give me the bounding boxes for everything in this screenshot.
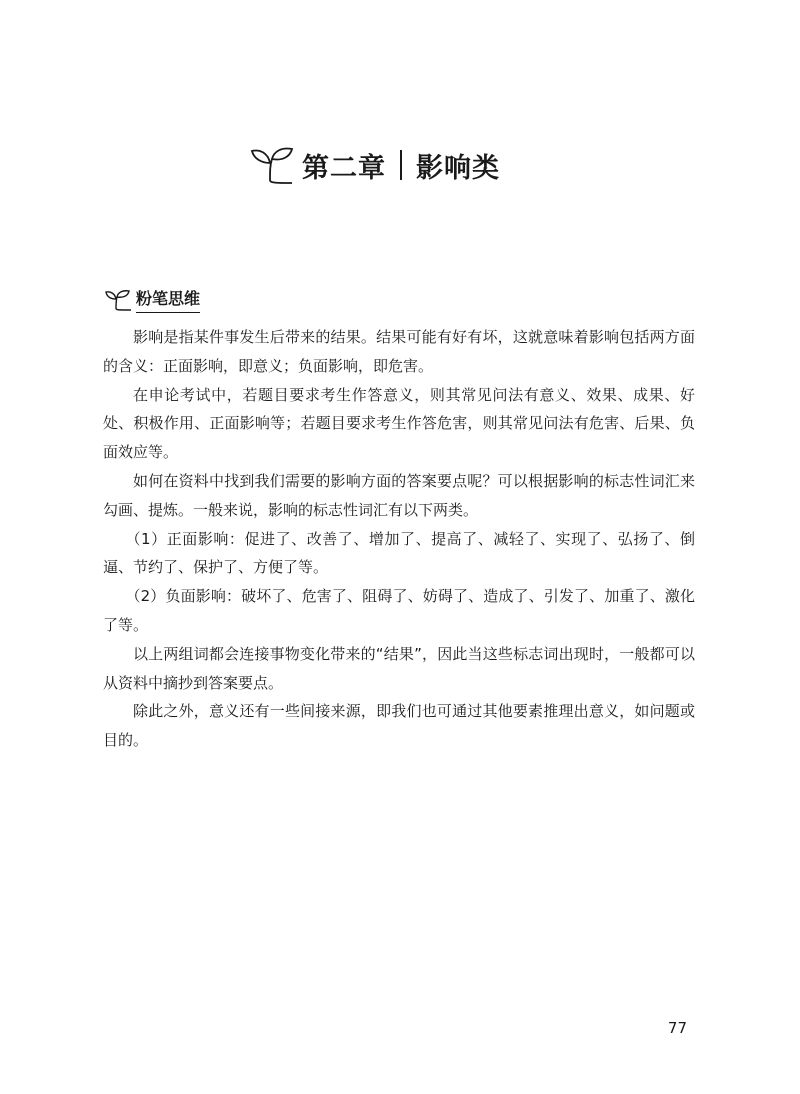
chapter-title: 影响类 <box>416 152 500 184</box>
page-number: 77 <box>667 1019 687 1037</box>
paragraph-list-item: （1）正面影响：促进了、改善了、增加了、提高了、减轻了、实现了、弘扬了、倒逼、节约了、保护了、方便了等。 <box>103 529 695 577</box>
paragraph: 在申论考试中，若题目要求考生作答意义，则其常见问法有意义、效果、成果、好处、积极作用、正面影响等；若题目要求考生作答危害，则其常见问法有危害、后果、负面效应等。 <box>103 385 695 462</box>
paragraph: 如何在资料中找到我们需要的影响方面的答案要点呢？可以根据影响的标志性词汇来勾画、提炼。一般来说，影响的标志性词汇有以下两类。 <box>103 471 695 519</box>
body-text <box>103 323 695 755</box>
chapter-header <box>248 140 500 190</box>
sprout-icon <box>248 141 296 189</box>
section-heading <box>104 286 200 313</box>
paragraph: 以上两组词都会连接事物变化带来的“结果”，因此当这些标志词出现时，一般都可以从资料中摘抄到答案要点。 <box>103 644 695 692</box>
paragraph: 除此之外，意义还有一些间接来源，即我们也可通过其他要素推理出意义，如问题或目的。 <box>103 702 695 750</box>
sprout-icon <box>104 287 132 313</box>
paragraph-list-item: （2）负面影响：破坏了、危害了、阻碍了、妨碍了、造成了、引发了、加重了、激化了等。 <box>103 587 695 634</box>
chapter-number: 第二章 <box>302 152 386 184</box>
header-divider <box>400 150 402 180</box>
section-label: 粉笔思维 <box>136 286 200 313</box>
paragraph: 影响是指某件事发生后带来的结果。结果可能有好有坏，这就意味着影响包括两方面的含义：正面影响，即意义；负面影响，即危害。 <box>103 328 695 375</box>
